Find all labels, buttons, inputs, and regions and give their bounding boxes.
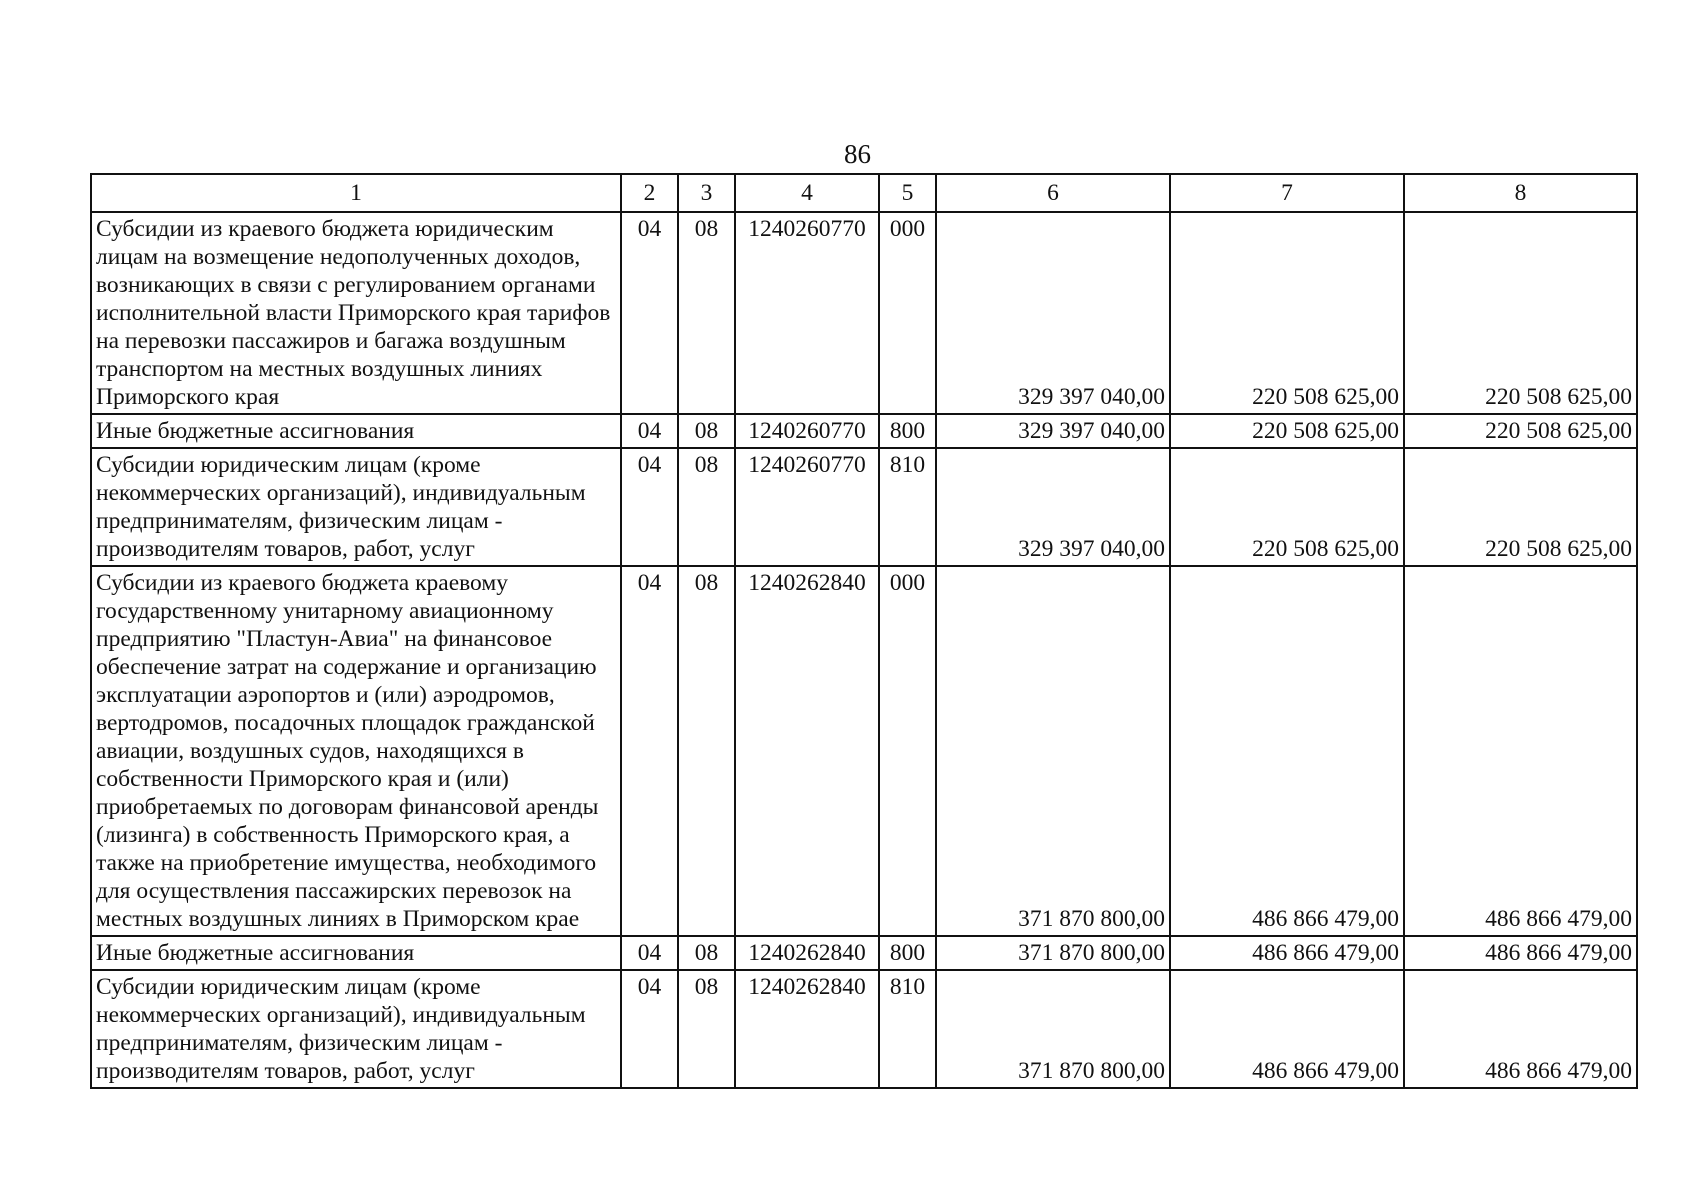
- subsection-code: 08: [678, 212, 735, 414]
- amount-col-7: 486 866 479,00: [1170, 566, 1404, 936]
- header-cell: 2: [621, 174, 678, 212]
- target-article-code: 1240262840: [735, 936, 879, 970]
- amount-col-6: 371 870 800,00: [936, 970, 1170, 1088]
- amount-col-8: 486 866 479,00: [1404, 970, 1637, 1088]
- amount-col-7: 486 866 479,00: [1170, 970, 1404, 1088]
- table-header-row: [91, 174, 1637, 212]
- header-cell: 7: [1170, 174, 1404, 212]
- row-description: Субсидии из краевого бюджета краевому государственному унитарному авиационному предприятию "Пластун-Авиа" на финансовое обеспечение затрат на содержание и организацию эксплуатации аэропортов и (или) аэродромов, вертодромов, посадочных площадок гражданской авиации, воздушных судов, находящихся в собственности Приморского края и (или) приобретаемых по договорам финансовой аренды (лизинга) в собственность Приморского края, а также на приобретение имущества, необходимого для осуществления пассажирских перевозок на местных воздушных линиях в Приморском крае: [91, 566, 621, 936]
- header-cell: 5: [879, 174, 936, 212]
- expense-type-code: 800: [879, 936, 936, 970]
- subsection-code: 08: [678, 566, 735, 936]
- header-cell: 3: [678, 174, 735, 212]
- subsection-code: 08: [678, 414, 735, 448]
- expense-type-code: 810: [879, 448, 936, 566]
- section-code: 04: [621, 414, 678, 448]
- subsection-code: 08: [678, 936, 735, 970]
- row-description: Субсидии юридическим лицам (кроме некоммерческих организаций), индивидуальным предпринимателям, физическим лицам - производителям товаров, работ, услуг: [91, 970, 621, 1088]
- target-article-code: 1240260770: [735, 414, 879, 448]
- amount-col-6: 371 870 800,00: [936, 936, 1170, 970]
- row-description: Субсидии из краевого бюджета юридическим лицам на возмещение недополученных доходов, возникающих в связи с регулированием органами исполнительной власти Приморского края тарифов на перевозки пассажиров и багажа воздушным транспортом на местных воздушных линиях Приморского края: [91, 212, 621, 414]
- section-code: 04: [621, 212, 678, 414]
- amount-col-8: 486 866 479,00: [1404, 566, 1637, 936]
- header-cell: 4: [735, 174, 879, 212]
- expense-type-code: 800: [879, 414, 936, 448]
- amount-col-7: 220 508 625,00: [1170, 448, 1404, 566]
- amount-col-6: 329 397 040,00: [936, 212, 1170, 414]
- table-row: [91, 448, 1637, 566]
- row-description: Субсидии юридическим лицам (кроме некоммерческих организаций), индивидуальным предпринимателям, физическим лицам - производителям товаров, работ, услуг: [91, 448, 621, 566]
- target-article-code: 1240260770: [735, 448, 879, 566]
- amount-col-7: 220 508 625,00: [1170, 212, 1404, 414]
- section-code: 04: [621, 936, 678, 970]
- table-row: [91, 212, 1637, 414]
- target-article-code: 1240262840: [735, 970, 879, 1088]
- amount-col-8: 220 508 625,00: [1404, 414, 1637, 448]
- table-row: [91, 566, 1637, 936]
- target-article-code: 1240262840: [735, 566, 879, 936]
- header-cell: 6: [936, 174, 1170, 212]
- row-description: Иные бюджетные ассигнования: [91, 936, 621, 970]
- page-number: 86: [844, 139, 871, 169]
- section-code: 04: [621, 970, 678, 1088]
- target-article-code: 1240260770: [735, 212, 879, 414]
- amount-col-7: 486 866 479,00: [1170, 936, 1404, 970]
- row-description: Иные бюджетные ассигнования: [91, 414, 621, 448]
- amount-col-6: 371 870 800,00: [936, 566, 1170, 936]
- table-row: [91, 970, 1637, 1088]
- header-cell: 8: [1404, 174, 1637, 212]
- amount-col-6: 329 397 040,00: [936, 448, 1170, 566]
- amount-col-8: 486 866 479,00: [1404, 936, 1637, 970]
- expense-type-code: 000: [879, 566, 936, 936]
- expense-type-code: 000: [879, 212, 936, 414]
- budget-table: [90, 173, 1638, 1089]
- section-code: 04: [621, 566, 678, 936]
- subsection-code: 08: [678, 970, 735, 1088]
- amount-col-8: 220 508 625,00: [1404, 212, 1637, 414]
- section-code: 04: [621, 448, 678, 566]
- table-row: [91, 936, 1637, 970]
- amount-col-7: 220 508 625,00: [1170, 414, 1404, 448]
- header-cell: 1: [91, 174, 621, 212]
- expense-type-code: 810: [879, 970, 936, 1088]
- table-row: [91, 414, 1637, 448]
- amount-col-8: 220 508 625,00: [1404, 448, 1637, 566]
- subsection-code: 08: [678, 448, 735, 566]
- amount-col-6: 329 397 040,00: [936, 414, 1170, 448]
